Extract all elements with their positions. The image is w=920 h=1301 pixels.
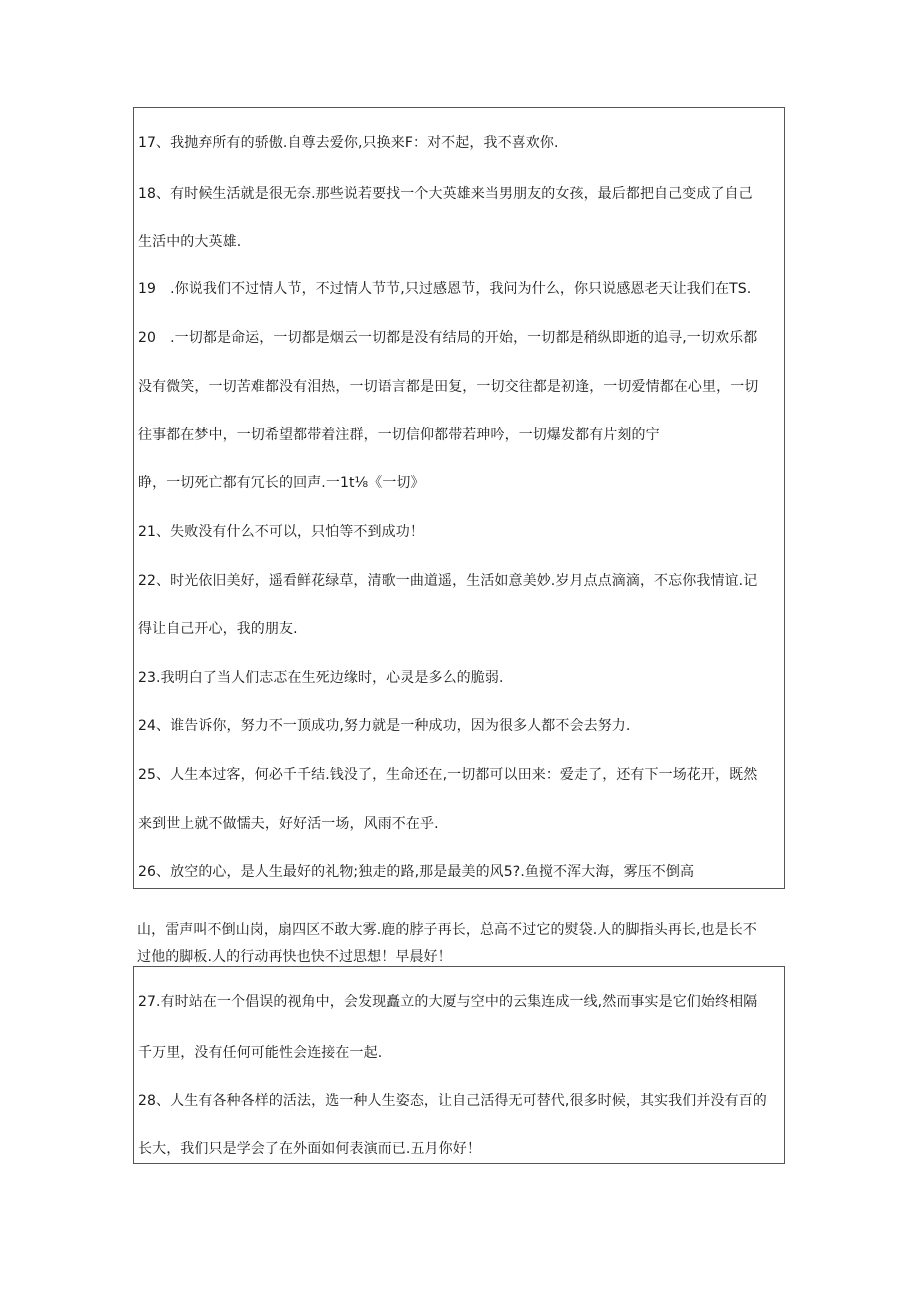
paragraph-line: 24、谁告诉你，努力不一顶成功,努力就是一种成功，因为很多人都不会去努力.: [138, 718, 631, 734]
paragraph-line: 20 .一切都是命运，一切都是烟云一切都是没有结局的开始，一切都是稍纵即逝的追寻,一切欢乐都: [138, 330, 758, 346]
paragraph-line: 17、我抛弃所有的骄傲.自尊去爱你,只换来F：对不起，我不喜欢你.: [138, 135, 559, 151]
paragraph-line-outside: 过他的脚板.人的行动再快也快不过思想！早晨好！: [137, 949, 452, 965]
paragraph-line-outside: 山，雷声叫不倒山岗，扇四区不敢大雾.鹿的脖子再长，总高不过它的熨袋.人的脚指头再长,也是长不: [137, 922, 757, 938]
paragraph-line: 22、时光依旧美好，遥看鲜花绿草，清歌一曲道遥，生活如意美妙.岁月点点滴滴，不忘你我情谊.记: [138, 573, 758, 589]
paragraph-line: 往事都在梦中，一切希望都带着注群，一切信仰都带若珅吟，一切爆发都有片刻的宁: [138, 427, 660, 443]
paragraph-line: 23.我明白了当人们志忑在生死边缘时，心灵是多么的脆弱.: [138, 670, 504, 686]
paragraph-line: 千万里，没有任何可能性会连接在一起.: [138, 1045, 383, 1061]
paragraph-line: 生活中的大英雄.: [138, 234, 242, 250]
paragraph-line: 26、放空的心，是人生最好的礼物;独走的路,那是最美的风5?.鱼搅不浑大海，雾压不倒高: [138, 864, 695, 880]
paragraph-line: 来到世上就不做懦夫，好好活一场，风雨不在乎.: [138, 816, 439, 832]
paragraph-line: 没有微笑，一切苦难都没有泪热，一切语言都是田复，一切交往都是初逢，一切爱情都在心里，一切: [138, 379, 759, 395]
paragraph-line: 28、人生有各种各样的活法，选一种人生姿态，让自己活得无可替代,很多时候，其实我们并没有百的: [138, 1093, 767, 1109]
text-frame-lower: [133, 966, 785, 1164]
paragraph-line: 得让自己开心，我的朋友.: [138, 621, 298, 637]
paragraph-line: 睁，一切死亡都有冗长的回声.一1t⅛《一切》: [138, 475, 425, 491]
paragraph-line: 21、失败没有什么不可以，只怕等不到成功！: [138, 524, 424, 540]
paragraph-line: 19 .你说我们不过情人节，不过情人节节,只过感恩节，我问为什么，你只说感恩老天让我们在TS.: [138, 281, 752, 297]
paragraph-line: 长大，我们只是学会了在外面如何表演而已.五月你好！: [138, 1141, 481, 1157]
text-frame-upper: [133, 107, 785, 889]
paragraph-line: 25、人生本过客，何必千千结.钱没了，生命还在,一切都可以田来：爱走了，还有下一场花开，既然: [138, 767, 758, 783]
paragraph-line: 27.有时站在一个倡误的视角中，会发现矗立的大厦与空中的云集连成一线,然而事实是它们始终相隔: [138, 994, 758, 1010]
paragraph-line: 18、有时候生活就是很无奈.那些说若要找一个大英雄来当男朋友的女孩，最后都把自己变成了自己: [138, 186, 753, 202]
